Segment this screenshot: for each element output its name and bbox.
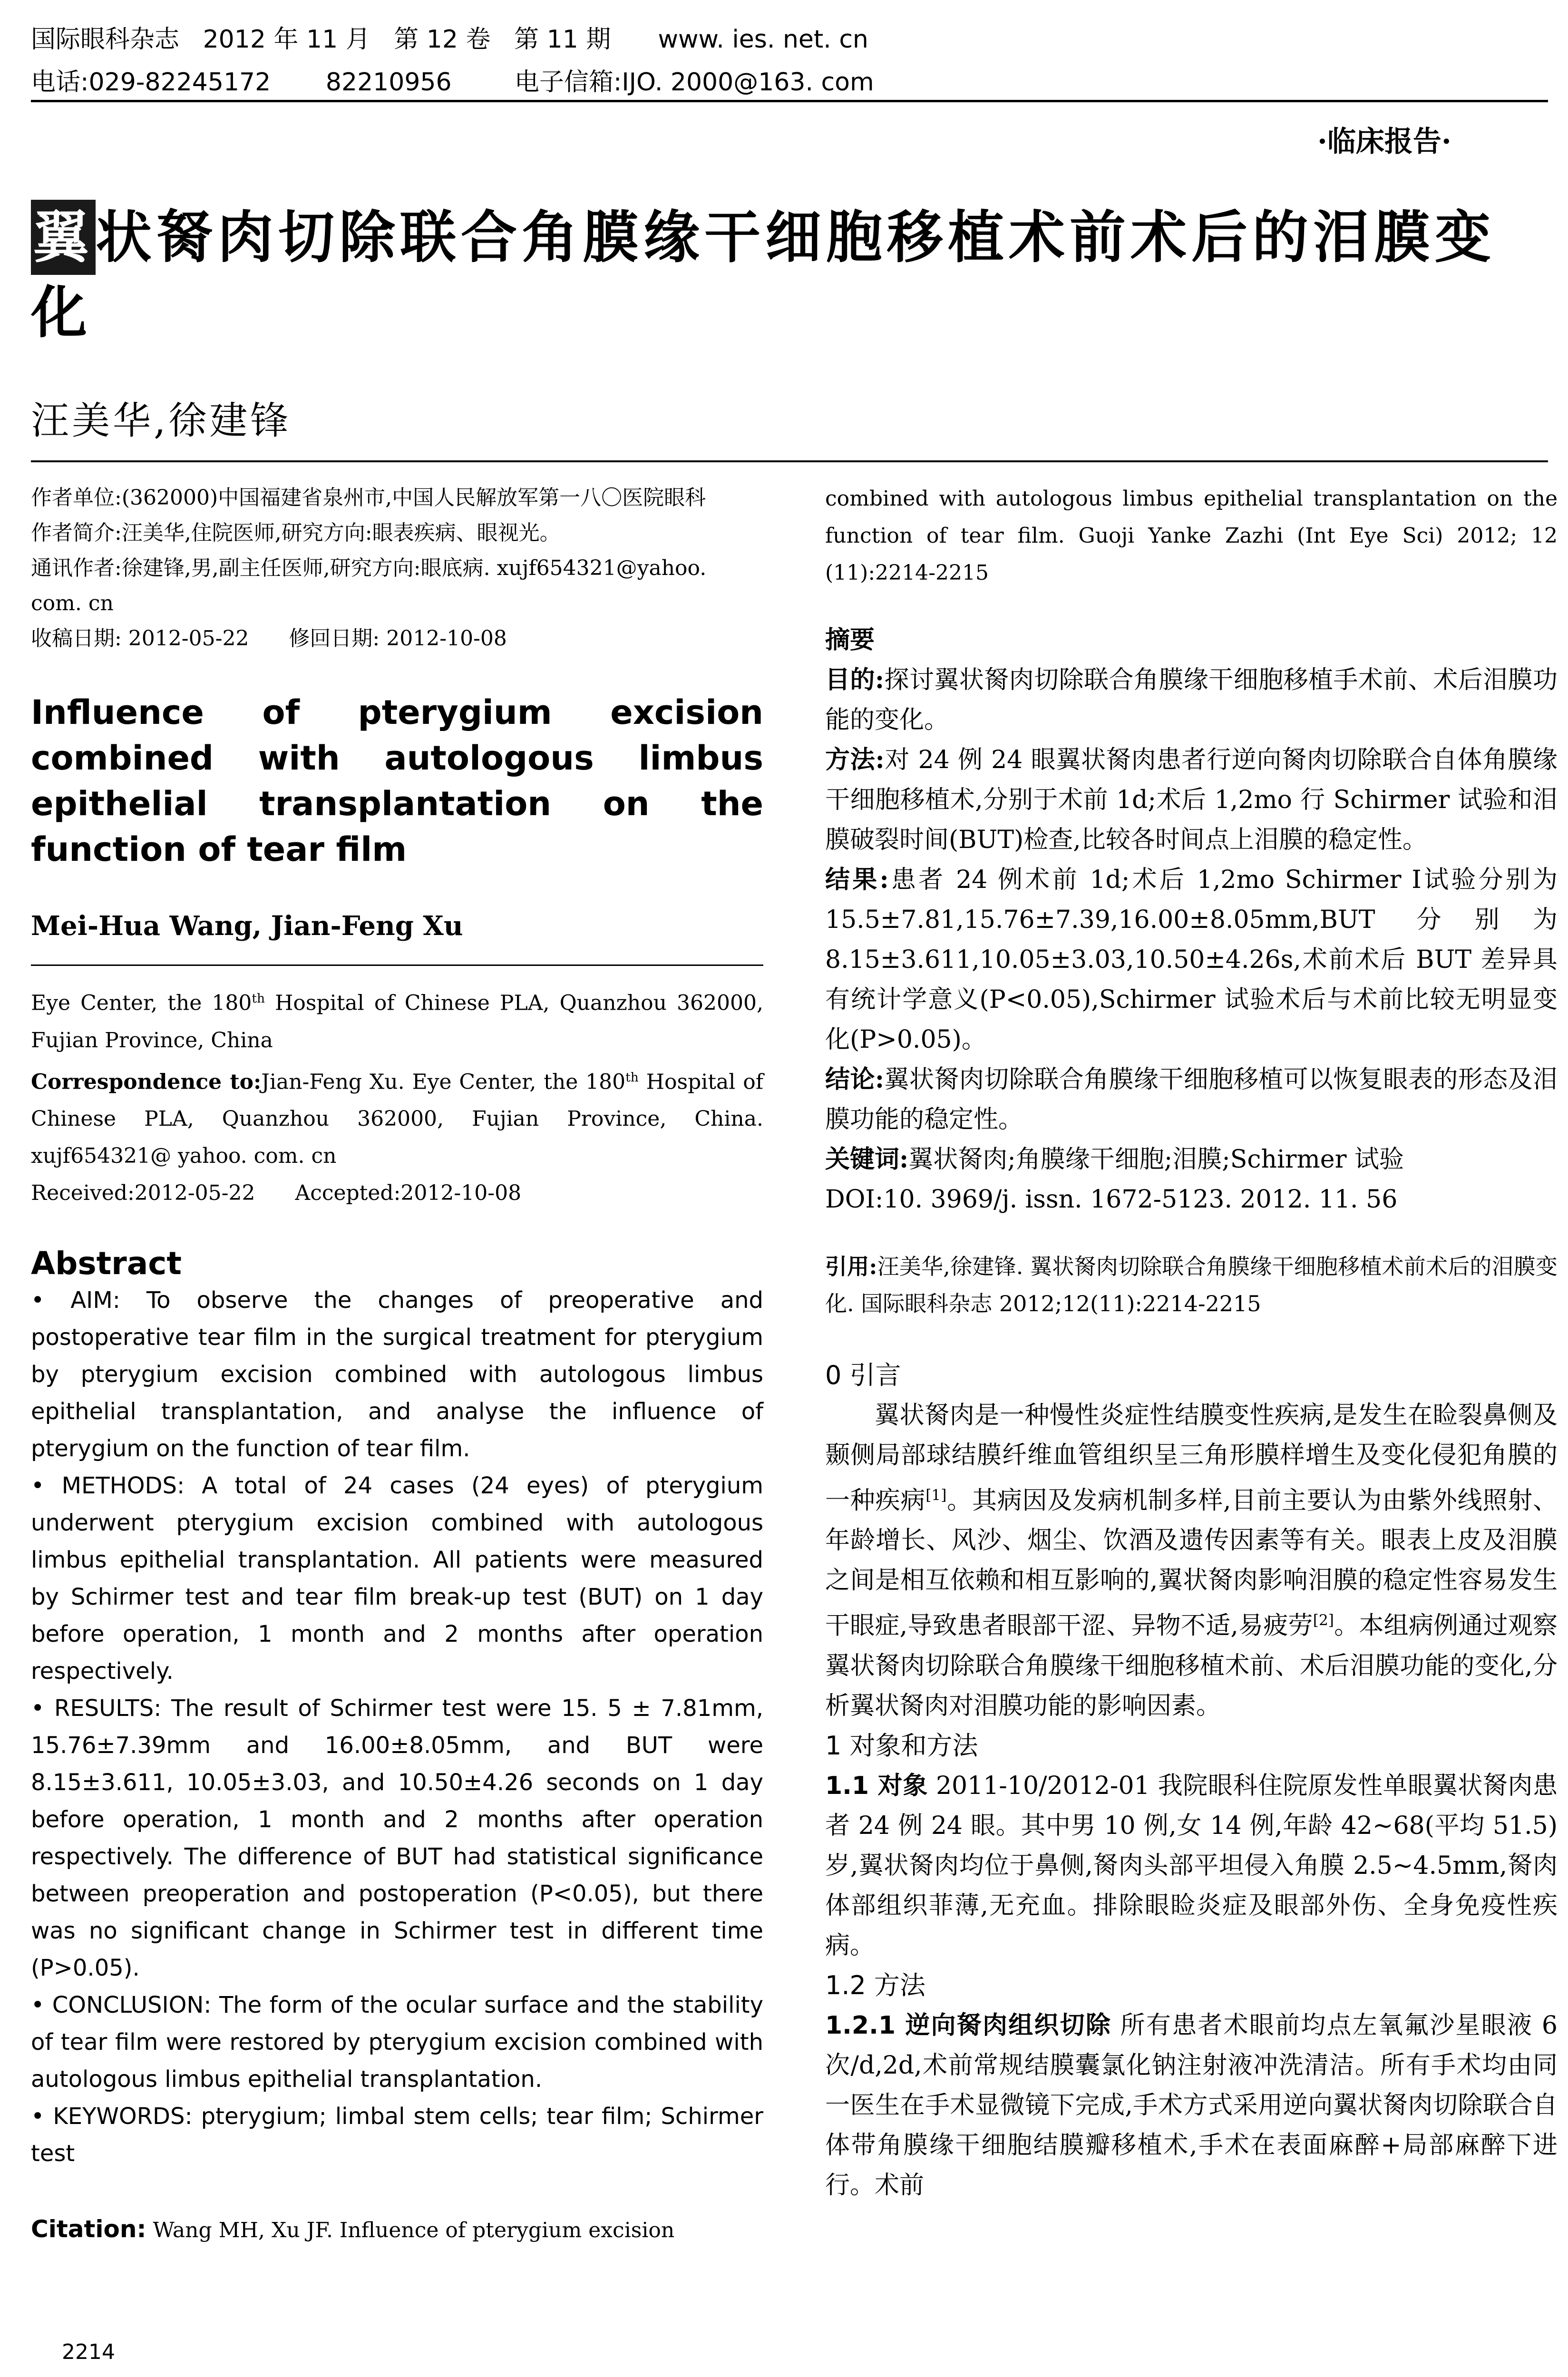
abstract-keywords: • KEYWORDS: pterygium; limbal stem cells; tear film; Schirmer test bbox=[31, 2103, 763, 2167]
abstract-results: • RESULTS: The result of Schirmer test were 15. 5 ± 7.81mm, 15.76±7.39mm and 16.00±8.05mm, and BUT were 8.15±3.611, 10.05±3.03, and 10.50±4.26 seconds on 1 day before operation, 1 month and 2 months after operation respectively. The difference of BUT had statistical significance between preoperation and postoperation (P<0.05), but there was no significant change in Schirmer test in different time (P>0.05). bbox=[31, 1695, 763, 1982]
english-correspondence: Correspondence to:Jian-Feng Xu. Eye Center, the 180th Hospital of Chinese PLA, Quanzhou 362000, Fujian Province, China. xujf654321@ yahoo. com. cn bbox=[31, 1070, 763, 1169]
affiliation-cn: 作者单位:(362000)中国福建省泉州市,中国人民解放军第一八〇医院眼科 bbox=[31, 486, 706, 510]
abstract-aim: • AIM: To observe the changes of preoperative and postoperative tear film in the surgical treatment for pterygium by pterygium excision combined with autologous limbus epithelial transplantation, and analyse the influence of pterygium on the function of tear film. bbox=[31, 1287, 763, 1462]
summary-conclusion: 结论:翼状胬肉切除联合角膜缘干细胞移植可以恢复眼表的形态及泪膜功能的稳定性。 bbox=[825, 1065, 1558, 1134]
english-title: Influence of pterygium excision combined with autologous limbus epithelial transplantation on the function of tear film bbox=[31, 693, 763, 869]
english-authors: Mei-Hua Wang, Jian-Feng Xu bbox=[31, 910, 463, 942]
citation-left bbox=[31, 2210, 763, 2250]
abstract-body bbox=[31, 1282, 763, 2172]
section1-heading: 1 对象和方法 bbox=[825, 1730, 978, 1761]
left-column bbox=[31, 480, 763, 2250]
title-rest: 状胬肉切除联合角膜缘干细胞移植术前术后的泪膜变化 bbox=[31, 205, 1496, 345]
received-cn: 收稿日期: 2012-05-22 修回日期: 2012-10-08 bbox=[31, 626, 507, 651]
right-column bbox=[825, 480, 1558, 2205]
section11-paragraph: 1.1 对象 2011-10/2012-01 我院眼科住院原发性单眼翼状胬肉患者 24 例 24 眼。其中男 10 例,女 14 例,年龄 42~68(平均 51.5)岁,翼状胬肉均位于鼻侧,胬肉头部平坦侵入角膜 2.5~4.5mm,胬肉体部组织菲薄,无充血。排除眼睑炎症及眼部外伤、全身免疫性疾病。 bbox=[825, 1771, 1558, 1960]
summary-results: 结果:患者 24 例术前 1d;术后 1,2mo Schirmer Ⅰ试验分别为 15.5±7.81,15.76±7.39,16.00±8.05mm,BUT 分别为 8.15±3.611,10.05±3.03,10.50±4.26s,术前术后 BUT 差异具有统计学意义(P<0.05),Schirmer 试验术后与术前比较无明显变化(P>0.05)。 bbox=[825, 865, 1558, 1054]
journal-header-line1: 国际眼科杂志 2012 年 11 月 第 12 卷 第 11 期 www. ies. net. cn bbox=[31, 25, 868, 54]
body-cn bbox=[825, 1355, 1558, 2205]
summary-cn bbox=[825, 620, 1558, 1219]
summary-methods: 方法:对 24 例 24 眼翼状胬肉患者行逆向胬肉切除联合自体角膜缘干细胞移植术,分别于术前 1d;术后 1,2mo 行 Schirmer 试验和泪膜破裂时间(BUT)检查,比较各时间点上泪膜的稳定性。 bbox=[825, 745, 1558, 854]
article-title bbox=[31, 200, 1548, 350]
section-label: ·临床报告· bbox=[1317, 125, 1451, 158]
author-info-cn bbox=[31, 480, 763, 656]
correspondence-cn: 通讯作者:徐建锋,男,副主任医师,研究方向:眼底病. xujf654321@yahoo. com. cn bbox=[31, 556, 707, 615]
section12-heading: 1.2 方法 bbox=[825, 1970, 926, 2000]
summary-doi: DOI:10. 3969/j. issn. 1672-5123. 2012. 11. 56 bbox=[825, 1185, 1398, 1214]
english-info bbox=[31, 980, 763, 1212]
abstract-methods: • METHODS: A total of 24 cases (24 eyes) of pterygium underwent pterygium excision combined with autologous limbus epithelial transplantation. All patients were measured by Schirmer test and tear film break-up test (BUT) on 1 day before operation, 1 month and 2 months after operation respectively. bbox=[31, 1472, 763, 1685]
page-number: 2214 bbox=[62, 2340, 115, 2364]
english-received: Received:2012-05-22 Accepted:2012-10-08 bbox=[31, 1181, 522, 1206]
section121-paragraph: 1.2.1 逆向胬肉组织切除 所有患者术眼前均点左氧氟沙星眼液 6 次/d,2d,术前常规结膜囊氯化钠注射液冲洗清洁。所有手术均由同一医生在手术显微镜下完成,手术方式采用逆向翼状胬肉切除联合自体带角膜缘干细胞结膜瓣移植术,手术在表面麻醉+局部麻醉下进行。术前 bbox=[825, 2011, 1558, 2200]
english-affiliation: Eye Center, the 180th Hospital of Chinese PLA, Quanzhou 362000, Fujian Province, China bbox=[31, 991, 763, 1052]
summary-aim: 目的:探讨翼状胬肉切除联合角膜缘干细胞移植手术前、术后泪膜功能的变化。 bbox=[825, 665, 1558, 734]
citation-right: combined with autologous limbus epithelial transplantation on the function of tear film. Guoji Yanke Zazhi (Int Eye Sci) 2012; 12 (11):2214-2215 bbox=[825, 487, 1558, 585]
abstract-heading: Abstract bbox=[31, 1245, 182, 1282]
journal-header-line2: 电话:029-82245172 82210956 电子信箱:IJO. 2000@163. com bbox=[31, 68, 874, 97]
bio-cn: 作者简介:汪美华,住院医师,研究方向:眼表疾病、眼视光。 bbox=[31, 521, 561, 545]
summary-keywords: 关键词:翼状胬肉;角膜缘干细胞;泪膜;Schirmer 试验 bbox=[825, 1145, 1404, 1174]
citation-label: Citation: bbox=[31, 2215, 146, 2243]
english-authors-rule bbox=[31, 964, 763, 966]
title-first-char: 翼 bbox=[31, 200, 96, 275]
authors-cn: 汪美华,徐建锋 bbox=[31, 399, 292, 443]
header-rule bbox=[31, 100, 1548, 102]
cite-cn: 引用:汪美华,徐建锋. 翼状胬肉切除联合角膜缘干细胞移植术前术后的泪膜变化. 国际眼科杂志 2012;12(11):2214-2215 bbox=[825, 1254, 1558, 1316]
intro-heading: 0 引言 bbox=[825, 1360, 901, 1390]
abstract-conclusion: • CONCLUSION: The form of the ocular surface and the stability of tear film were restored by pterygium excision combined with autologous limbus epithelial transplantation. bbox=[31, 1992, 763, 2093]
title-rule bbox=[31, 460, 1548, 462]
summary-heading: 摘要 bbox=[825, 625, 875, 654]
citation-text-left: Wang MH, Xu JF. Influence of pterygium excision bbox=[153, 2218, 675, 2243]
intro-paragraph: 翼状胬肉是一种慢性炎症性结膜变性疾病,是发生在睑裂鼻侧及颞侧局部球结膜纤维血管组织呈三角形膜样增生及变化侵犯角膜的一种疾病[1]。其病因及发病机制多样,目前主要认为由紫外线照射、年龄增长、风沙、烟尘、饮酒及遗传因素等有关。眼表上皮及泪膜之间是相互依赖和相互影响的,翼状胬肉影响泪膜的稳定性容易发生干眼症,导致患者眼部干涩、异物不适,易疲劳[2]。本组病例通过观察翼状胬肉切除联合角膜缘干细胞移植术前、术后泪膜功能的变化,分析翼状胬肉对泪膜功能的影响因素。 bbox=[825, 1401, 1558, 1720]
